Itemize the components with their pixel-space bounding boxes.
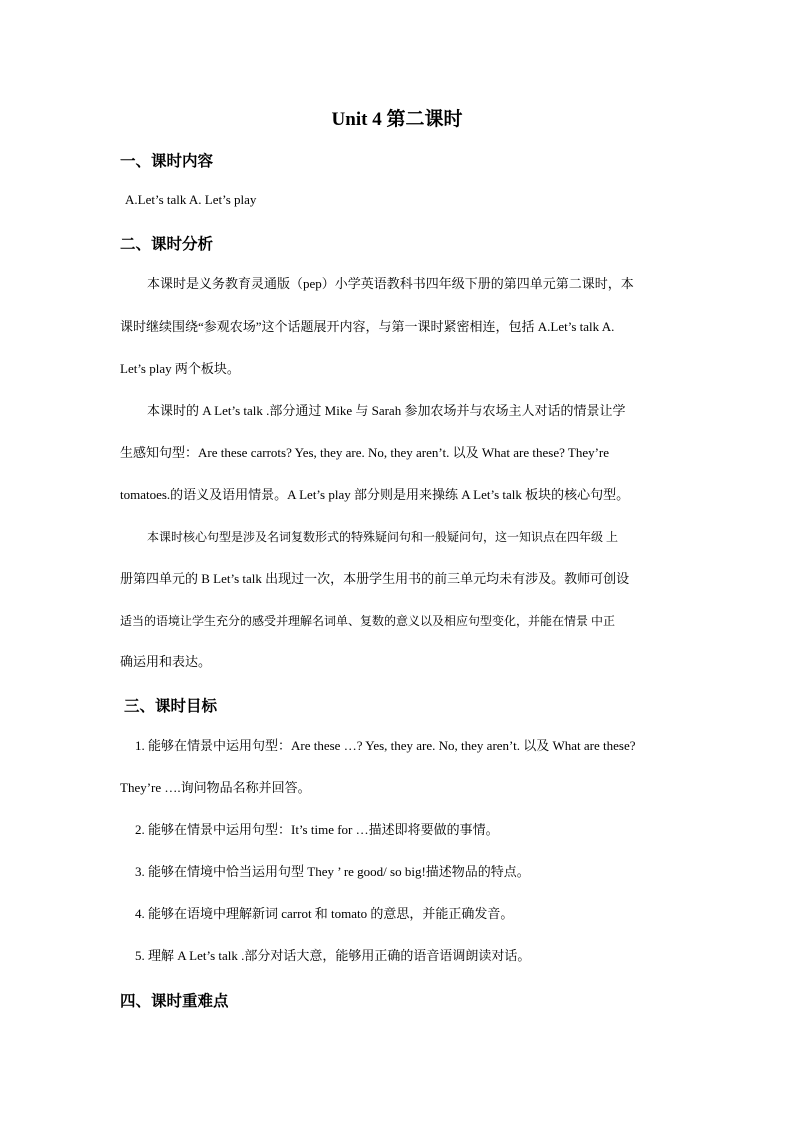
analysis-line: 适当的语境让学生充分的感受并理解名词单、复数的意义以及相应句型变化，并能在情景 中正 — [120, 614, 616, 628]
analysis-line: 确运用和表达。 — [120, 654, 212, 669]
objective-line: 5. 理解 A Let’s talk .部分对话大意，能够用正确的语音语调朗读对话。 — [135, 948, 531, 963]
analysis-line: 本课时核心句型是涉及名词复数形式的特殊疑问句和一般疑问句，这一知识点在四年级 上 — [147, 530, 619, 544]
objective-line: 3. 能够在情境中恰当运用句型 They ’ re good/ so big!描述物品的特点。 — [135, 864, 530, 879]
analysis-line: 生感知句型：Are these carrots? Yes, they are. No, they aren’t. 以及 What are these? They’re — [120, 445, 610, 460]
section-heading-content: 一、课时内容 — [120, 152, 214, 170]
analysis-line: tomatoes.的语义及语用情景。A Let’s play 部分则是用来操练 A Let’s talk 板块的核心句型。 — [120, 487, 630, 502]
analysis-line: 本课时是义务教育灵通版（pep）小学英语教科书四年级下册的第四单元第二课时，本 — [147, 276, 634, 291]
objective-line: They’re ….询问物品名称并回答。 — [120, 780, 311, 795]
analysis-line: 本课时的 A Let’s talk .部分通过 Mike 与 Sarah 参加农场并与农场主人对话的情景让学 — [147, 403, 626, 418]
section-content-text: A.Let’s talk A. Let’s play — [125, 192, 257, 207]
document-title: Unit 4 第二课时 — [331, 109, 463, 130]
section-heading-objectives: 三、课时目标 — [124, 697, 218, 715]
objective-line: 1. 能够在情景中运用句型：Are these …? Yes, they are. No, they aren’t. 以及 What are these? — [135, 738, 636, 753]
objective-line: 4. 能够在语境中理解新词 carrot 和 tomato 的意思，并能正确发音。 — [135, 906, 514, 921]
analysis-line: Let’s play 两个板块。 — [120, 361, 240, 376]
section-heading-key-points: 四、课时重难点 — [120, 992, 229, 1010]
section-heading-analysis: 二、课时分析 — [120, 235, 214, 253]
analysis-line: 册第四单元的 B Let’s talk 出现过一次，本册学生用书的前三单元均未有涉及。教师可创设 — [120, 571, 630, 586]
objective-line: 2. 能够在情景中运用句型：It’s time for …描述即将要做的事情。 — [135, 822, 499, 837]
analysis-line: 课时继续围绕“参观农场”这个话题展开内容，与第一课时紧密相连，包括 A.Let’s talk A. — [120, 319, 615, 334]
